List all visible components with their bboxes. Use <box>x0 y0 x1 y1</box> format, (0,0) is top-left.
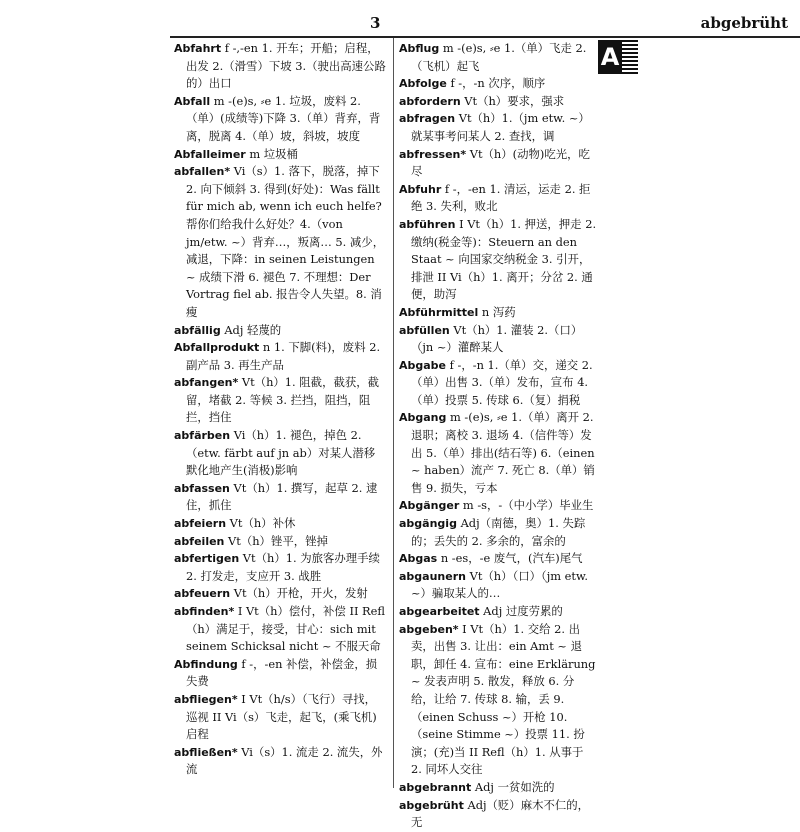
dictionary-entry <box>399 409 597 497</box>
entry-headword: abfeuern <box>174 587 231 601</box>
dictionary-entry <box>399 357 597 410</box>
entry-definition: f -，-n 1.（单）交，递交 2.（单）出售 3.（单）发布，宣布 4.（单）投票 5. 传球 6.（复）捐税 <box>411 357 593 407</box>
dictionary-entry <box>399 621 597 779</box>
entry-headword: Abgabe <box>399 358 447 372</box>
entry-definition: Adj（南德，奥）1. 失踪的；丢失的 2. 多余的，富余的 <box>411 516 586 548</box>
entry-definition: f -,-en 1. 开车；开船；启程，出发 2.（滑雪）下坡 3.（驶出高速公路的）出口 <box>186 41 386 91</box>
entry-headword: abfärben <box>174 429 231 443</box>
entry-headword: Abfalleimer <box>174 147 246 161</box>
entry-headword: Abfallprodukt <box>174 341 260 355</box>
dictionary-entry <box>399 93 597 111</box>
dictionary-entry <box>399 603 597 621</box>
dictionary-entry <box>174 744 386 779</box>
dictionary-entry <box>399 779 597 797</box>
column-divider <box>393 38 394 788</box>
entry-definition: I Vt（h/s）（飞行）寻找，巡视 II Vi（s）飞走，起飞，(乘飞机)启程 <box>186 691 377 742</box>
dictionary-entry <box>399 40 597 75</box>
entry-headword: abfeiern <box>174 517 227 531</box>
entry-definition: Adj 一贫如洗的 <box>471 779 555 794</box>
dictionary-entry <box>399 181 597 216</box>
dictionary-entry <box>174 480 386 515</box>
dictionary-entry <box>399 568 597 603</box>
entry-definition: f -，-en 1. 清运，运走 2. 拒绝 3. 失利，败北 <box>411 181 591 214</box>
dictionary-entry <box>174 146 386 164</box>
entry-headword: abfällig <box>174 323 221 337</box>
entry-headword: abfangen* <box>174 376 239 390</box>
entry-definition: Vt（h）(动物)吃光，吃尽 <box>411 146 590 179</box>
entry-definition: m -(e)s, ⸗e 1.（单）离开 2. 退职；离校 3. 退场 4.（信件等）发出 5.（单）排出(结石等) 6.（einen ~ haben）流产 7. 死亡 8.（单）销售 9. 损失，亏本 <box>411 410 595 495</box>
entry-definition: m 垃圾桶 <box>245 146 298 161</box>
entry-definition: m -(e)s, ⸗e 1. 垃圾，废料 2.（单）(成绩等)下降 3.（单）背弃，背离，脱离 4.（单）坡，斜坡，坡度 <box>186 93 381 143</box>
entry-definition: I Vt（h）1. 押送，押走 2. 缴纳(税金等)：Steuern an den Staat ~ 向国家交纳税金 3. 引开，排泄 II Vi（h）1. 离开；分岔 2. 通便，助泻 <box>411 216 597 302</box>
entry-definition: Vt（h）1. 撰写，起草 2. 逮住，抓住 <box>186 480 378 513</box>
entry-definition: Adj 过度劳累的 <box>479 604 563 618</box>
entry-headword: abfertigen <box>174 552 240 566</box>
dictionary-entry <box>174 374 386 427</box>
dictionary-entry <box>399 216 597 304</box>
entry-definition: Adj（贬）麻木不仁的，无 <box>411 797 590 830</box>
entry-headword: abfordern <box>399 94 461 108</box>
dictionary-entry <box>174 603 386 656</box>
dictionary-entry <box>174 533 386 551</box>
entry-headword: abfressen* <box>399 147 467 161</box>
entry-definition: m -(e)s, ⸗e 1.（单）飞走 2.（飞机）起飞 <box>411 41 587 73</box>
entry-headword: Abgas <box>399 552 438 566</box>
entry-headword: Abfuhr <box>399 182 442 196</box>
entry-definition: Vi（h）1. 褪色，掉色 2.（etw. färbt auf jn ab）对某人潜移默化地产生(消极)影响 <box>186 428 376 478</box>
entry-headword: abfliegen* <box>174 692 238 706</box>
entry-headword: abgängig <box>399 517 457 531</box>
dictionary-entry <box>399 550 597 568</box>
dictionary-entry <box>399 515 597 550</box>
entry-definition: I Vt（h）偿付，补偿 II Refl（h）满足于，接受，甘心：sich mit seinem Schicksal nicht ~ 不服天命 <box>186 604 385 654</box>
entry-definition: n 泻药 <box>478 304 516 319</box>
dictionary-entry <box>174 427 386 480</box>
dictionary-entry <box>399 146 597 181</box>
dictionary-entry <box>174 515 386 533</box>
entry-definition: I Vt（h）1. 交给 2. 出卖，出售 3. 让出：ein Amt ~ 退职，卸任 4. 宣布：eine Erklärung ~ 发表声明 5. 散发，释放 6. 分给，让给 7. 传球 8. 输，丢 9.（einen Schuss ~）开枪 10.（seine Stimme ~）投票 11. 扮演；(充)当 II Refl（h）1. 从事于 2. 同坏人交往 <box>411 621 596 777</box>
entry-headword: abgebrüht <box>399 798 464 812</box>
entry-definition: Vt（h）1. 为旅客办理手续 2. 打发走，支应开 3. 战胜 <box>186 551 380 583</box>
dictionary-entry <box>174 691 386 744</box>
dictionary-entry <box>174 656 386 691</box>
dictionary-entry <box>174 40 386 93</box>
entry-headword: Abfolge <box>399 77 447 91</box>
entry-definition: Vt（h）锉平，锉掉 <box>224 533 328 548</box>
entry-definition: Vt（h）要求，强求 <box>460 93 565 108</box>
entry-headword: abfallen* <box>174 165 231 179</box>
page-header <box>0 10 800 36</box>
entry-definition: Vt（h）补休 <box>226 516 296 531</box>
page-number: 3 <box>370 14 381 32</box>
entry-headword: abfassen <box>174 481 230 495</box>
header-rule <box>170 36 800 38</box>
entry-headword: abführen <box>399 217 456 231</box>
entry-headword: abfüllen <box>399 323 450 337</box>
dictionary-entry <box>174 339 386 374</box>
dictionary-entry <box>174 585 386 603</box>
thumb-index-letter: A <box>598 41 622 73</box>
entry-definition: Adj 轻蔑的 <box>220 322 282 337</box>
entry-definition: Vt（h）1. 灌装 2.（口）（jn ~）灌醉某人 <box>411 322 583 355</box>
entry-definition: Vt（h）1.（jm etw. ~）就某事考问某人 2. 查找，调 <box>411 111 590 143</box>
entry-headword: abgebrannt <box>399 780 472 794</box>
entry-headword: abfließen* <box>174 745 238 759</box>
dictionary-entry <box>399 304 597 322</box>
entry-headword: Abgang <box>399 411 447 425</box>
entry-definition: Vt（h）（口）（jm etw. ~）骗取某人的… <box>411 568 588 601</box>
entry-headword: Abflug <box>399 42 440 55</box>
dictionary-entry <box>399 797 597 832</box>
entry-headword: abgearbeitet <box>399 605 480 618</box>
dictionary-entry <box>399 110 597 145</box>
entry-headword: abgaunern <box>399 569 466 583</box>
entry-definition: Vt（h）1. 阻截，截获，截留，堵截 2. 等候 3. 拦挡，阻挡，阻拦，挡住 <box>186 375 380 425</box>
guide-word: abgebrüht <box>700 14 788 32</box>
entry-definition: n -es，-e 废气，(汽车)尾气 <box>437 551 583 566</box>
entry-definition: Vi（s）1. 流走 2. 流失，外流 <box>186 744 383 777</box>
dictionary-entry <box>174 550 386 585</box>
entry-definition: Vt（h）开枪，开火，发射 <box>230 586 368 601</box>
entry-definition: Vi（s）1. 落下，脱落，掉下 2. 向下倾斜 3. 得到(好处)：Was fällt für mich ab, wenn ich euch helfe? 帮你们给我什么好处？4.（von jm/etw. ~）背弃…，叛离… 5. 减少，减退，下降：in seinen Leistungen ~ 成绩下滑 6. 褪色 7. 不理想：Der Vortrag fiel ab. 报告令人失望。8. 消瘦 <box>186 164 385 319</box>
entry-headword: Abfahrt <box>174 42 222 55</box>
entry-headword: abfragen <box>399 112 456 126</box>
dictionary-entry <box>174 163 386 321</box>
entry-headword: abfinden* <box>174 605 235 618</box>
entry-definition: m -s，-（中小学）毕业生 <box>459 498 594 513</box>
dictionary-entry <box>399 497 597 515</box>
dictionary-entry <box>174 322 386 340</box>
entry-headword: Abgänger <box>399 499 460 513</box>
left-column <box>174 40 386 779</box>
entry-headword: Abfall <box>174 94 211 108</box>
entry-definition: n 1. 下脚(料)，废料 2. 副产品 3. 再生产品 <box>186 340 381 372</box>
entry-headword: abfeilen <box>174 534 225 548</box>
right-column <box>399 40 597 832</box>
entry-headword: Abfindung <box>174 657 238 671</box>
entry-headword: abgeben* <box>399 622 459 636</box>
dictionary-entry <box>399 322 597 357</box>
entry-definition: f -，-en 补偿，补偿金，损失费 <box>186 656 378 689</box>
dictionary-entry <box>399 75 597 93</box>
dictionary-entry <box>174 93 386 146</box>
entry-headword: Abführmittel <box>399 305 479 319</box>
entry-definition: f -，-n 次序，顺序 <box>446 76 546 91</box>
